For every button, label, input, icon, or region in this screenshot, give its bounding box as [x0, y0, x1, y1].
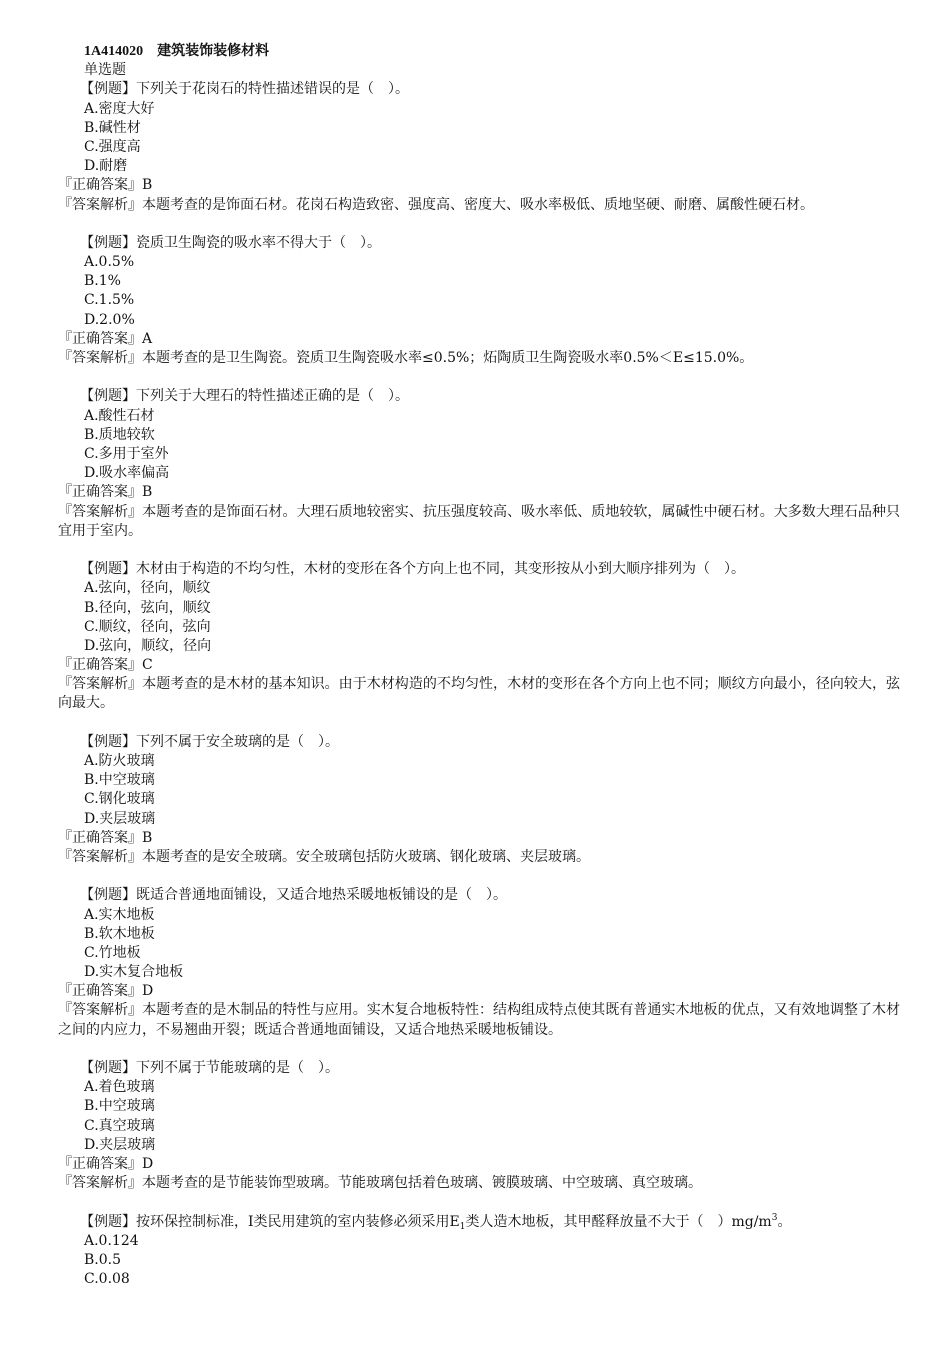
- answer-analysis: 『答案解析』本题考查的是饰面石材。大理石质地较密实、抗压强度较高、吸水率低、质地较软，属碱性中硬石材。大多数大理石品种只宜用于室内。: [58, 503, 900, 539]
- option: C.钢化玻璃: [84, 791, 155, 808]
- option: A.弦向，径向，顺纹: [84, 580, 211, 597]
- option: B.径向，弦向，顺纹: [84, 599, 211, 616]
- option: A.防火玻璃: [84, 753, 155, 770]
- spacer: [58, 1193, 900, 1212]
- answer-analysis: 『答案解析』本题考查的是饰面石材。花岗石构造致密、强度高、密度大、吸水率极低、质地坚硬、耐磨、属酸性硬石材。: [58, 196, 814, 213]
- option: D.耐磨: [84, 158, 128, 175]
- option: C.1.5%: [84, 292, 135, 309]
- correct-answer: 『正确答案』B: [58, 177, 153, 194]
- question-list: [58, 80, 900, 1212]
- question-block: [58, 387, 900, 560]
- question-text: 【例题】下列关于花岗石的特性描述错误的是（ ）。: [80, 81, 409, 98]
- question-text: 【例题】按环保控制标准，I类民用建筑的室内装修必须采用$E_1$类人造木地板，其甲醛释放量不大于（ ）$mg/m^3$。: [80, 1212, 792, 1232]
- correct-answer: 『正确答案』D: [58, 1156, 154, 1173]
- option: C.竹地板: [84, 944, 141, 961]
- answer-analysis: 『答案解析』本题考查的是木材的基本知识。由于木材构造的不均匀性，木材的变形在各个方向上也不同；顺纹方向最小，径向较大，弦向最大。: [58, 676, 900, 712]
- question-text: 【例题】下列不属于安全玻璃的是（ ）。: [80, 733, 339, 750]
- spacer: [58, 368, 900, 387]
- option: C.强度高: [84, 138, 141, 155]
- option: D.吸水率偏高: [84, 465, 170, 482]
- option: A.着色玻璃: [84, 1079, 155, 1096]
- question-text: 【例题】既适合普通地面铺设，又适合地热采暖地板铺设的是（ ）。: [80, 887, 507, 904]
- question-text: 【例题】瓷质卫生陶瓷的吸水率不得大于（ ）。: [80, 234, 381, 251]
- option: B.1%: [84, 273, 121, 290]
- option: B.碱性材: [84, 119, 141, 136]
- option: A.0.5%: [84, 254, 135, 271]
- section-code: 1A414020: [84, 44, 144, 59]
- option: A.密度大好: [84, 100, 155, 117]
- document-page: [58, 42, 900, 1289]
- option: A.0.124: [84, 1232, 139, 1249]
- question-block: [58, 560, 900, 733]
- option: D.夹层玻璃: [84, 810, 156, 827]
- correct-answer: 『正确答案』B: [58, 829, 153, 846]
- option: B.软木地板: [84, 925, 155, 942]
- spacer: [58, 215, 900, 234]
- answer-analysis: 『答案解析』本题考查的是木制品的特性与应用。实木复合地板特性：结构组成特点使其既有普通实木地板的优点，又有效地调整了木材之间的内应力，不易翘曲开裂；既适合普通地面铺设，又适合地热采暖地板铺设。: [58, 1002, 900, 1038]
- option: A.酸性石材: [84, 407, 155, 424]
- answer-analysis: 『答案解析』本题考查的是安全玻璃。安全玻璃包括防火玻璃、钢化玻璃、夹层玻璃。: [58, 848, 590, 865]
- section-heading: [58, 42, 900, 61]
- spacer: [58, 1040, 900, 1059]
- question-block: [58, 1059, 900, 1213]
- option: B.0.5: [84, 1251, 122, 1268]
- correct-answer: 『正确答案』B: [58, 484, 153, 501]
- spacer: [58, 714, 900, 733]
- question-text: 【例题】下列关于大理石的特性描述正确的是（ ）。: [80, 388, 409, 405]
- question-block: [58, 886, 900, 1059]
- option: B.质地较软: [84, 426, 155, 443]
- option: D.2.0%: [84, 311, 135, 328]
- option: B.中空玻璃: [84, 772, 155, 789]
- spacer: [58, 541, 900, 560]
- correct-answer: 『正确答案』D: [58, 983, 154, 1000]
- section-title: 建筑装饰装修材料: [157, 44, 270, 59]
- option: C.真空玻璃: [84, 1117, 155, 1134]
- question-block: [58, 80, 900, 234]
- option: C.0.08: [84, 1271, 130, 1288]
- answer-analysis: 『答案解析』本题考查的是节能装饰型玻璃。节能玻璃包括着色玻璃、镀膜玻璃、中空玻璃、真空玻璃。: [58, 1175, 702, 1192]
- correct-answer: 『正确答案』C: [58, 657, 153, 674]
- question-block: [58, 234, 900, 388]
- question-block-last: [58, 1213, 900, 1290]
- correct-answer: 『正确答案』A: [58, 330, 153, 347]
- spacer: [58, 867, 900, 886]
- question-text: 【例题】下列不属于节能玻璃的是（ ）。: [80, 1060, 339, 1077]
- option: D.夹层玻璃: [84, 1136, 156, 1153]
- question-type: 单选题: [84, 62, 126, 79]
- option: C.多用于室外: [84, 445, 169, 462]
- option: A.实木地板: [84, 906, 155, 923]
- question-text: 【例题】木材由于构造的不均匀性，木材的变形在各个方向上也不同，其变形按从小到大顺序排列为（ ）。: [80, 561, 745, 578]
- option: D.实木复合地板: [84, 964, 184, 981]
- answer-analysis: 『答案解析』本题考查的是卫生陶瓷。瓷质卫生陶瓷吸水率≤0.5%；炻陶质卫生陶瓷吸水率0.5%＜E≤15.0%。: [58, 350, 754, 367]
- question-block: [58, 733, 900, 887]
- option: C.顺纹，径向，弦向: [84, 618, 211, 635]
- option: B.中空玻璃: [84, 1098, 155, 1115]
- option: D.弦向，顺纹，径向: [84, 637, 212, 654]
